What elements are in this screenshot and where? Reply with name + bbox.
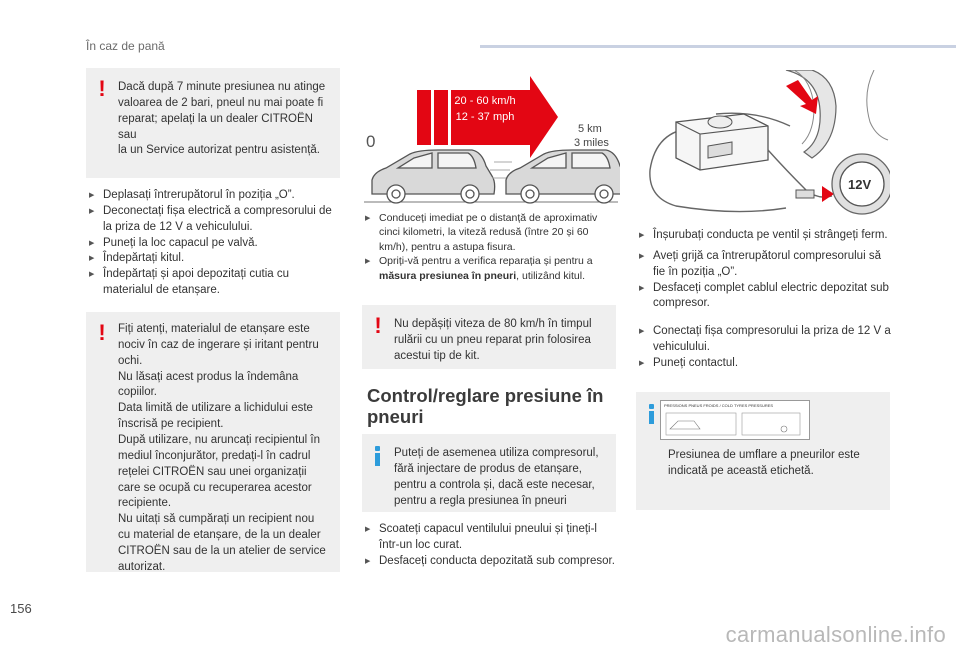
- steps-list-3: [362, 522, 620, 570]
- header-bar: [480, 45, 956, 48]
- warning-box-speed: [362, 305, 616, 369]
- socket-12v-label: 12V: [848, 177, 872, 192]
- info-text: Puteți de asemenea utiliza compresorul, fără injectare de produs de etanșare, pentru a controla și, dacă este necesar, pentru a regla presiunea în pneuri: [394, 447, 599, 507]
- info-text: Presiunea de umflare a pneurilor este indicată pe această etichetă.: [668, 449, 860, 477]
- steps-list-2: [362, 211, 620, 283]
- tyre-pressure-label-image: PRESSIONS PNEUS FROIDS / COLD TYRES PRESSURES: [660, 400, 810, 440]
- compressor-illustration: [636, 70, 890, 218]
- page-number: 156: [10, 601, 32, 616]
- list-item: ▶ Desfaceți complet cablul electric depozitat sub compresor.: [636, 281, 896, 313]
- warning-text: Dacă după 7 minute presiunea nu atinge valoarea de 2 bari, pneul nu mai poate fi reparat; apelați la un dealer CITROËN sau la un Service autorizat pentru asistență.: [118, 81, 326, 157]
- list-item: ▶ Puneți la loc capacul pe valvă.: [86, 236, 342, 252]
- start-label: 0: [366, 132, 376, 151]
- info-icon: [375, 446, 380, 466]
- warning-box-pressure: [86, 68, 340, 178]
- list-item: ▶ Desfaceți conducta depozitată sub compresor.: [362, 554, 620, 570]
- warning-icon: !: [374, 313, 382, 338]
- list-item: ▶ Opriți-vă pentru a verifica reparația și pentru a măsura presiunea în pneuri, utilizând kitul.: [362, 254, 620, 283]
- list-item: ▶ Deconectați fișa electrică a compresorului de la priza de 12 V a vehiculului.: [86, 204, 342, 236]
- warning-text: Fiți atenți, materialul de etanșare este nociv în caz de ingerare și iritant pentru ochi. Nu lăsați acest produs la îndemâna copiilor. Data limită de utilizare a lichidului este înscrisă pe recipient. După utilizare, nu aruncați recipientul în mediul înconjurător, predați-l în cadrul rețelei CITROËN sau unei organizații care se ocupă cu recuperarea acestor recipiente. Nu uitați să cumpărați un recipient nou cu material de etanșare, de la un dealer CITROËN sau de la un atelier de service autorizat.: [118, 323, 326, 573]
- warning-icon: !: [98, 320, 106, 345]
- compressor-drawing: [636, 70, 890, 218]
- list-item: ▶ Conectați fișa compresorului la priza de 12 V a vehiculului.: [636, 324, 896, 356]
- info-box-compressor: [362, 434, 616, 512]
- watermark: carmanualsonline.info: [725, 622, 946, 647]
- section-heading: Control/reglare presiune în pneuri: [367, 385, 604, 427]
- speed-kmh-label: 20 - 60 km/h: [454, 95, 516, 107]
- warning-text: Nu depășiți viteza de 80 km/h în timpul rulării cu un pneu reparat prin folosirea acestui tip de kit.: [394, 318, 592, 362]
- steps-list-5: [636, 324, 896, 372]
- list-item: ▶ Înșurubați conducta pe ventil și strângeți ferm.: [636, 228, 896, 244]
- distance-miles-label: 3 miles: [574, 137, 609, 149]
- info-icon: [649, 404, 654, 424]
- list-item: ▶ Puneți contactul.: [636, 356, 896, 372]
- warning-icon: !: [98, 76, 106, 101]
- distance-km-label: 5 km: [578, 123, 602, 135]
- speed-mph-label: 12 - 37 mph: [455, 111, 515, 123]
- list-item: ▶ Îndepărtați și apoi depozitați cutia cu materialul de etanșare.: [86, 267, 342, 299]
- list-item: ▶ Deplasați întrerupătorul în poziția „O”.: [86, 188, 342, 204]
- list-item: ▶ Scoateți capacul ventilului pneului și țineți-l într-un loc curat.: [362, 522, 620, 554]
- steps-list-4: [636, 228, 896, 312]
- section-title: În caz de pană: [86, 39, 165, 53]
- list-item: ▶ Îndepărtați kitul.: [86, 251, 342, 267]
- steps-list-1: [86, 188, 342, 299]
- list-item: ▶ Conduceți imediat pe o distanță de aproximativ cinci kilometri, la viteză redusă (între 20 și 60 km/h), pentru a astupa fisura.: [362, 211, 620, 254]
- list-item: ▶ Aveți grijă ca întrerupătorul compresorului să fie în poziția „O”.: [636, 249, 896, 281]
- warning-box-sealant: [86, 312, 340, 572]
- speed-distance-illustration: [362, 74, 620, 210]
- info-box-pressure-label: [636, 392, 890, 510]
